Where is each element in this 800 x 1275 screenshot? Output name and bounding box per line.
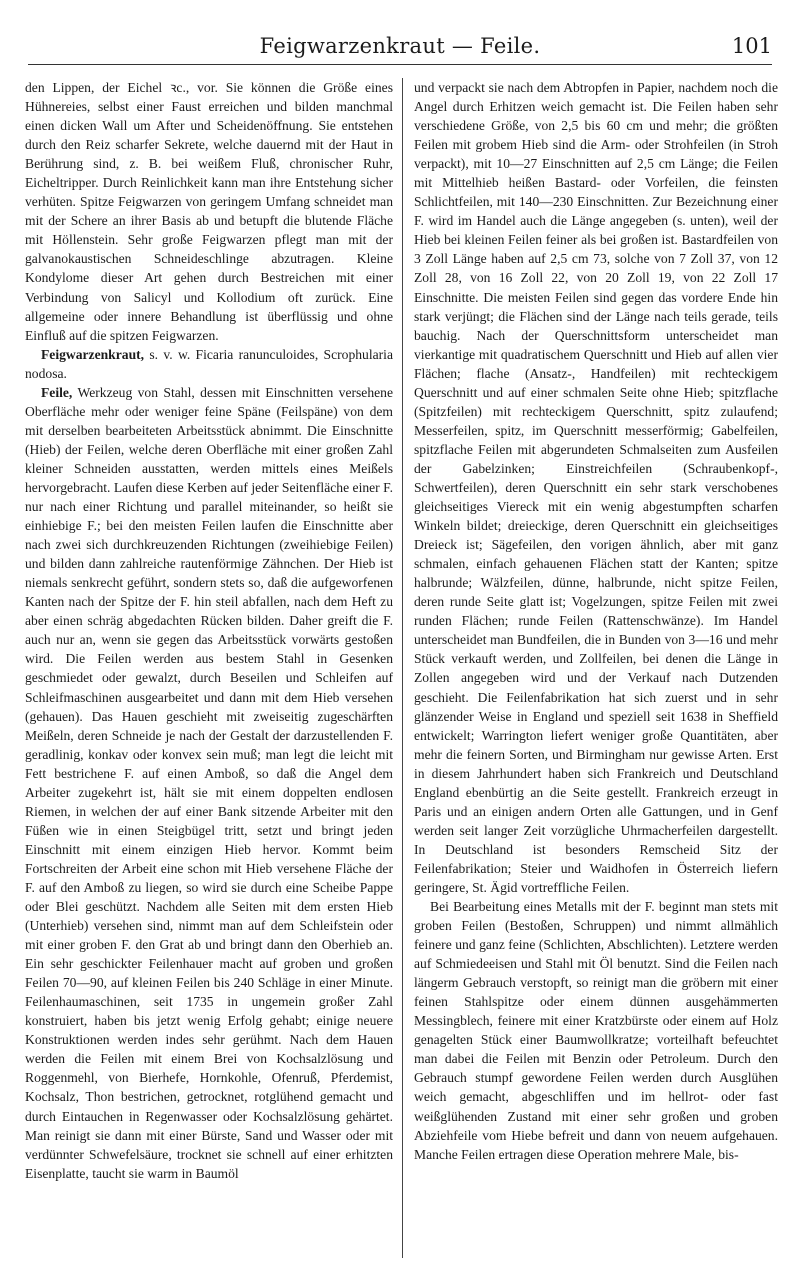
headword-feigwarzenkraut: Feigwarzenkraut, (41, 346, 145, 362)
running-head: Feigwarzenkraut — Feile. (259, 34, 541, 58)
page-number: 101 (731, 34, 772, 58)
entry-continuation-paragraph: den Lippen, der Eichel ꝛc., vor. Sie können die Größe eines Hühnereies, selbst einer Faust erreichen und bilden manchmal einen dicken Wall um After und Scheidenöffnung. Sie entstehen durch den Reiz scharfer Sekrete, welche dauernd mit der Haut in Berührung sind, z. B. bei weißem Fluß, chronischer Ruhr, Eicheltripper. Durch Reinlichkeit kann man ihre Entstehung sicher verhüten. Spitze Feigwarzen von geringem Umfang schneidet man mit der Schere an ihrer Basis ab und betupft die blutende Fläche mit Höllenstein. Sehr große Feigwarzen pflegt man mit der galvanokaustischen Schneideschlinge abzutragen. Kleine Kondylome dieser Art gehen durch Bestreichen mit einer Verbindung von Salicyl und Kollodium oft zurück. Eine allgemeine oder innere Behandlung ist überflüssig und ohne Einfluß auf die spitzen Feigwarzen. (25, 80, 393, 343)
right-column (414, 78, 778, 1164)
column-divider (402, 78, 403, 1258)
headword-feile: Feile, (41, 384, 73, 400)
entry-feigwarzenkraut (25, 345, 393, 383)
page-header (28, 30, 772, 65)
entry-feile (25, 383, 393, 1183)
entry-feile-usage-paragraph: Bei Bearbeitung eines Metalls mit der F. beginnt man stets mit groben Feilen (Bestoßen, Schruppen) und nimmt allmählich feinere und ganz feine (Schlichten, Abschlichten). Letztere werden auf Schmiedeeisen und Stahl mit Öl benutzt. Sind die Feilen nach längerm Gebrauch verstopft, so reinigt man die gröbern mit einer feinen Stahlspitze oder einem dünnen ausgehämmerten Messingblech, feinere mit einer Kratzbürste oder einem auf Holz genagelten Stück einer Baumwollkratze; vorteilhaft befeuchtet man dabei die Feilen mit Benzin oder Petroleum. Durch den Gebrauch stumpf gewordene Feilen werden durch Ausglühen weich gemacht, abgeschliffen und im hellrot- oder fast weißglühenden Zustand mit einer sehr großen und groben Abziehfeile vom Hiebe befreit und dann von neuem aufgehauen. Manche Feilen ertragen diese Operation mehrere Male, bis- (414, 899, 778, 1162)
left-column (25, 78, 393, 1183)
entry-feile-continuation: und verpackt sie nach dem Abtropfen in Papier, nachdem noch die Angel durch Erhitzen weich gemacht ist. Die Feilen haben sehr verschiedene Größe, von 2,5 bis 60 cm und mehr; die größten Feilen mit grobem Hieb sind die Arm- oder Strohfeilen (in Stroh verpackt), mit 10—27 Einschnitten auf 2,5 cm Länge; die Feilen mit Mittelhieb heißen Bastard- oder Vorfeilen, die feinsten Schlichtfeilen, mit 140—230 Einschnitten. Zur Bezeichnung einer F. wird im Handel auch die Länge angegeben (s. unten), weil der Hieb bei kleinen Feilen feiner als bei großen ist. Bastardfeilen von 3 Zoll Länge haben auf 2,5 cm 73, solche von 7 Zoll 37, von 12 Zoll 28, von 16 Zoll 22, von 20 Zoll 19, von 22 Zoll 17 Einschnitte. Die meisten Feilen sind gegen das vordere Ende hin stark verjüngt; die Flächen sind der Länge nach teils gerade, teils bauchig. Nach der Querschnittsform unterscheidet man vierkantige mit quadratischem Querschnitt und Hieb auf allen vier Flächen; flache (Ansatz-, Handfeilen) mit rechteckigem Querschnitt und auf einer schmalen Seite ohne Hieb; spitzflache (Spitzfeilen) mit rechteckigem Querschnitt, spitz zulaufend; Messerfeilen, spitz, im Querschnitt messerförmig; Gabelfeilen, spitzflache Feilen mit abgerundeten Schmalseiten zum Ausfeilen der Gabelzinken; Einstreichfeilen (Schraubenkopf-, Schwertfeilen), deren Querschnitt ein sehr stark verschobenes gleichseitiges Viereck mit ein wenig abgestumpften scharfen Winkeln bildet; dreieckige, deren Querschnitt ein gleichseitiges Dreieck ist; Sägefeilen, den vorigen ähnlich, aber mit ganz schmalen, einfach gehauenen Flächen statt der Kanten; spitze halbrunde; Wälzfeilen, dünne, halbrunde, nicht spitze Feilen, deren runde Seite glatt ist; Vogelzungen, spitze Feilen mit zwei runden Flächen; runde Feilen (Rattenschwänze). Im Handel unterscheidet man Bundfeilen, die in Bunden von 3—16 und mehr Stück verkauft werden, und Zollfeilen, bei denen die Länge in Zollen angegeben wird und der Verkauf nach Dutzenden geschieht. Die Feilenfabrikation hat sich zuerst und in sehr glänzender Weise in England und speziell seit 1638 in Sheffield entwickelt; Warrington liefert weniger große Quantitäten, aber mehr die feinern Sorten, und Birmingham nur gewisse Arten. Erst in diesem Jahrhundert haben sich Frankreich und Deutschland England ebenbürtig an die Seite gestellt. Frankreich erzeugt in Paris und an einigen andern Orten alle Gattungen, und in Genf werden seit langer Zeit vorzügliche Uhrmacherfeilen dargestellt. In Deutschland ist besonders Remscheid Sitz der Feilenfabrikation; Steier und Waidhofen in Österreich liefern geringere, St. Ägid vortreffliche Feilen. (414, 80, 778, 895)
entry-feigwarzenkraut-body: s. v. w. Ficaria ranunculoides, Scrophularia nodosa. (25, 346, 393, 381)
entry-feile-body: Werkzeug von Stahl, dessen mit Einschnitten versehene Oberfläche mehr oder weniger feine Späne (Feilspäne) von dem mit derselben bearbeiteten Arbeitsstück abnimmt. Die Einschnitte (Hieb) der Feilen, welche deren Oberfläche mit einer großen Zahl kleiner Schneiden ausstatten, werden mittels eines Meißels hervorgebracht. Laufen diese Kerben auf jeder Seitenfläche einer F. nur nach einer Richtung und parallel miteinander, so heißt sie einhiebige F.; bei den meisten Feilen laufen die Einschnitte aber nach zwei sich durchkreuzenden Richtungen (zweihiebige Feilen) und bilden dann zahlreiche rautenförmige Zähnchen. Der Hieb ist niemals senkrecht geführt, sondern stets so, daß die aufgeworfenen Kanten nach der Spitze der F. hin steil abfallen, nach dem Heft zu aber einen schräg abgedachten Rücken bilden. Daher greift die F. auch nur an, wenn sie gegen das Arbeitsstück vorwärts gestoßen wird. Die Feilen werden aus bestem Stahl in Gesenken geschmiedet oder gewalzt, durch Beseilen und Schleifen auf Schleifmaschinen ausgearbeitet und dann mit dem Hieb versehen (gehauen). Das Hauen geschieht mit zweiseitig zugeschärften Meißeln, deren Schneide je nach der Gestalt der darzustellenden F. geradlinig, konkav oder konvex sein muß; man legt die leicht mit Fett bestrichene F. auf einen Amboß, so daß die Angel dem Arbeiter zugekehrt ist, hält sie mit einem doppelten endlosen Riemen, in welchen der auf einer Bank sitzende Arbeiter mit den Füßen wie in einen Steigbügel tritt, setzt und bringt jeden Einschnitt mit einem einzigen Hieb hervor. Kommt beim Fortschreiten der Arbeit eine schon mit Hieb versehene Fläche der F. auf den Amboß zu liegen, so wird sie durch eine Scheibe Pappe oder Blei geschützt. Nachdem alle Seiten mit dem ersten Hieb (Unterhieb) versehen sind, nimmt man auf dem Schleifstein oder mit einer groben F. den Grat ab und bringt dann den Oberhieb an. Ein sehr geschickter Feilenhauer macht auf groben und großen Feilen 70—90, auf kleinen Feilen bis 240 Schläge in einer Minute. Feilenhaumaschinen, seit 1735 in ungemein großer Zahl konstruiert, haben bis jetzt wenig Erfolg gehabt; einige neuere Konstruktionen werden indes sehr gerühmt. Nach dem Hauen werden die Feilen mit einem Brei von Kochsalzlösung und Roggenmehl, von Bierhefe, Hornkohle, Ofenruß, Pferdemist, Kochsalz, Thon bestrichen, getrocknet, rotglühend gemacht und durch Eintauchen in Regenwasser oder Kochsalzlösung gehärtet. Man reinigt sie dann mit einer Bürste, Sand und Wasser oder mit verdünnter Schwefelsäure, trocknet sie schnell auf einer erhitzten Eisenplatte, taucht sie warm in Baumöl (25, 384, 393, 1181)
